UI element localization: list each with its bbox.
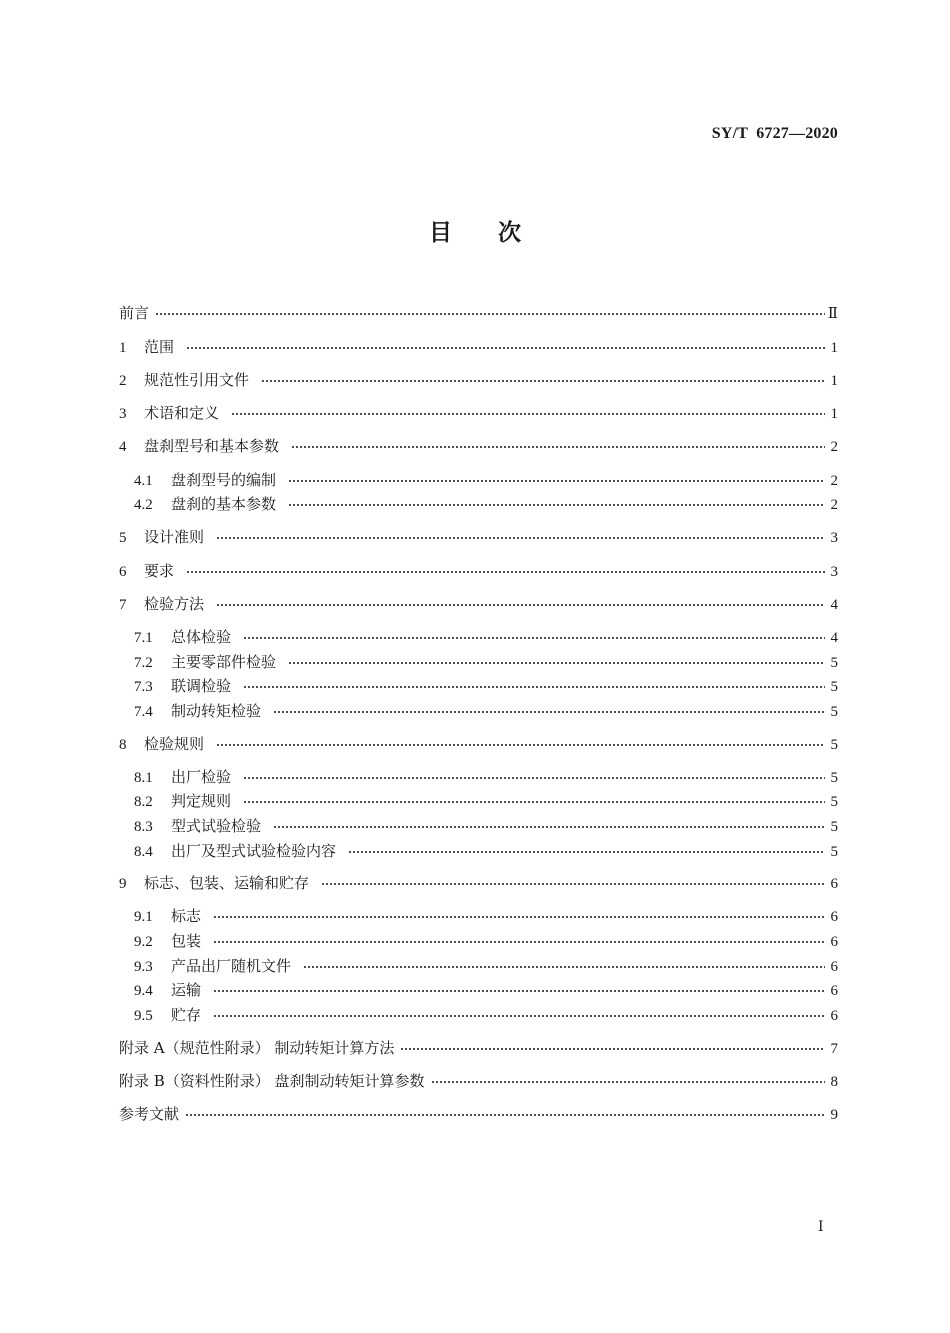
toc-entry-label: 联调检验 [171,677,232,695]
toc-entry-label: 运输 [171,981,202,999]
dot-leader [231,412,825,416]
toc-entry-label: 标志 [171,907,202,925]
dot-leader [288,503,825,507]
toc-entry-number: 7.2 [134,655,153,671]
toc-entry-number: 1 [119,340,127,356]
toc-entry-page: 5 [830,844,838,860]
toc-entry-number: 8.1 [134,770,153,786]
toc-entry-number: 9.1 [134,909,153,925]
dot-leader [273,825,825,829]
toc-entry[interactable] [119,1070,838,1092]
dot-leader [288,479,825,483]
dot-leader [213,940,825,944]
toc-entry-page: 3 [830,564,838,580]
toc-entry-page: 9 [830,1107,838,1123]
toc-entry-label: 主要零部件检验 [171,653,277,671]
toc-entry[interactable] [134,979,838,1001]
toc-entry-label: 判定规则 [171,792,232,810]
toc-entry[interactable] [134,675,838,697]
toc-entry[interactable] [119,336,838,358]
toc-entry-number: 8.4 [134,844,153,860]
toc-entry-page: 8 [830,1074,838,1090]
toc-entry-label: 盘刹型号和基本参数 [144,437,280,455]
toc-entry-page: 5 [830,679,838,695]
dot-leader [185,1113,825,1117]
toc-entry[interactable] [134,700,838,722]
toc-entry-page: 6 [830,934,838,950]
toc-entry-label: 参考文献 [119,1105,180,1123]
toc-entry[interactable] [134,930,838,952]
toc-entry-page: 2 [830,439,838,455]
toc-entry-label: 前言 [119,304,150,322]
toc-entry[interactable] [134,840,838,862]
toc-entry[interactable] [119,733,838,755]
toc-entry-label: 产品出厂随机文件 [171,957,292,975]
toc-entry[interactable] [134,905,838,927]
toc-entry-page: 5 [830,655,838,671]
dot-leader [400,1047,825,1051]
toc-entry-number: 7.4 [134,704,153,720]
toc-entry[interactable] [134,1004,838,1026]
toc-entry[interactable] [119,435,838,457]
dot-leader [216,536,825,540]
toc-entry-label: 检验方法 [144,595,205,613]
toc-entry-label: 要求 [144,562,175,580]
toc-entry-label: 标志、包装、运输和贮存 [144,874,310,892]
toc-entry-label: 附录 B（资料性附录） 盘刹制动转矩计算参数 [119,1072,425,1090]
toc-entry-page: 4 [830,597,838,613]
toc-entry-number: 9.4 [134,983,153,999]
toc-entry-label: 术语和定义 [144,404,220,422]
toc-entry-label: 附录 A（规范性附录） 制动转矩计算方法 [119,1039,395,1057]
toc-entry-page: 5 [830,704,838,720]
toc-entry-number: 4.1 [134,473,153,489]
toc-entry[interactable] [134,815,838,837]
dot-leader [186,346,825,350]
toc-entry-number: 7.3 [134,679,153,695]
toc-entry-label: 盘刹的基本参数 [171,495,277,513]
toc-entry-number: 5 [119,530,127,546]
dot-leader [155,312,825,316]
dot-leader [213,1014,825,1018]
dot-leader [243,685,825,689]
toc-entry-page: 2 [830,473,838,489]
toc-entry-page: 5 [830,794,838,810]
toc-entry[interactable] [119,302,838,324]
toc-entry[interactable] [119,402,838,424]
toc-entry-label: 包装 [171,932,202,950]
toc-entry-page: 5 [830,770,838,786]
toc-entry-page: 6 [830,876,838,892]
toc-entry-number: 4 [119,439,127,455]
toc-entry[interactable] [134,651,838,673]
toc-entry-page: 5 [830,819,838,835]
dot-leader [213,915,825,919]
toc-entry[interactable] [134,790,838,812]
toc-entry[interactable] [119,369,838,391]
toc-entry-label: 盘刹型号的编制 [171,471,277,489]
dot-leader [261,379,825,383]
toc-title: 目次 [429,220,567,246]
standard-code: SY/T 6727—2020 [711,125,838,142]
toc-entry-number: 8.3 [134,819,153,835]
toc-entry[interactable] [134,766,838,788]
toc-entry-number: 6 [119,564,127,580]
toc-entry[interactable] [119,872,838,894]
dot-leader [273,710,825,714]
toc-entry-page: 3 [830,530,838,546]
toc-entry-number: 7.1 [134,630,153,646]
toc-entry-number: 8.2 [134,794,153,810]
toc-entry[interactable] [119,526,838,548]
dot-leader [243,636,825,640]
toc-entry[interactable] [134,493,838,515]
toc-entry[interactable] [134,626,838,648]
toc-entry-page: 5 [830,737,838,753]
toc-entry-number: 2 [119,373,127,389]
toc-entry-number: 9.5 [134,1008,153,1024]
toc-entry-page: 1 [830,406,838,422]
dot-leader [348,850,825,854]
toc-entry-page: 1 [830,373,838,389]
page-folio: Ⅰ [818,1220,824,1235]
toc-entry-number: 3 [119,406,127,422]
toc-entry-label: 贮存 [171,1006,202,1024]
toc-entry-page: 6 [830,909,838,925]
toc-entry-page: 2 [830,497,838,513]
toc-entry-page: 6 [830,1008,838,1024]
toc-entry-number: 4.2 [134,497,153,513]
toc-entry-label: 总体检验 [171,628,232,646]
dot-leader [431,1080,825,1084]
dot-leader [186,570,825,574]
toc-entry-number: 9.2 [134,934,153,950]
toc-entry[interactable] [119,593,838,615]
toc-entry-page: 6 [830,983,838,999]
toc-entry-number: 7 [119,597,127,613]
dot-leader [291,445,825,449]
toc-entry[interactable] [119,1103,838,1125]
dot-leader [321,882,825,886]
toc-entry-label: 设计准则 [144,528,205,546]
dot-leader [288,661,825,665]
toc-entry-label: 型式试验检验 [171,817,262,835]
toc-entry[interactable] [119,1037,838,1059]
toc-entry-number: 9.3 [134,959,153,975]
toc-entry-label: 制动转矩检验 [171,702,262,720]
dot-leader [303,965,825,969]
toc-entry-label: 检验规则 [144,735,205,753]
toc-entry-number: 9 [119,876,127,892]
toc-entry-page: 7 [830,1041,838,1057]
toc-entry-number: 8 [119,737,127,753]
toc-entry-page: 6 [830,959,838,975]
dot-leader [213,989,825,993]
toc-entry[interactable] [134,469,838,491]
toc-entry-label: 规范性引用文件 [144,371,250,389]
toc-entry-page: 1 [830,340,838,356]
toc-entry-label: 出厂检验 [171,768,232,786]
toc-entry[interactable] [119,560,838,582]
dot-leader [243,800,825,804]
toc-entry-page: 4 [830,630,838,646]
toc-entry-label: 出厂及型式试验检验内容 [171,842,337,860]
toc-entry-label: 范围 [144,338,175,356]
dot-leader [216,743,825,747]
dot-leader [216,603,825,607]
toc-entry-page: Ⅱ [827,306,838,322]
toc-entry[interactable] [134,955,838,977]
dot-leader [243,776,825,780]
